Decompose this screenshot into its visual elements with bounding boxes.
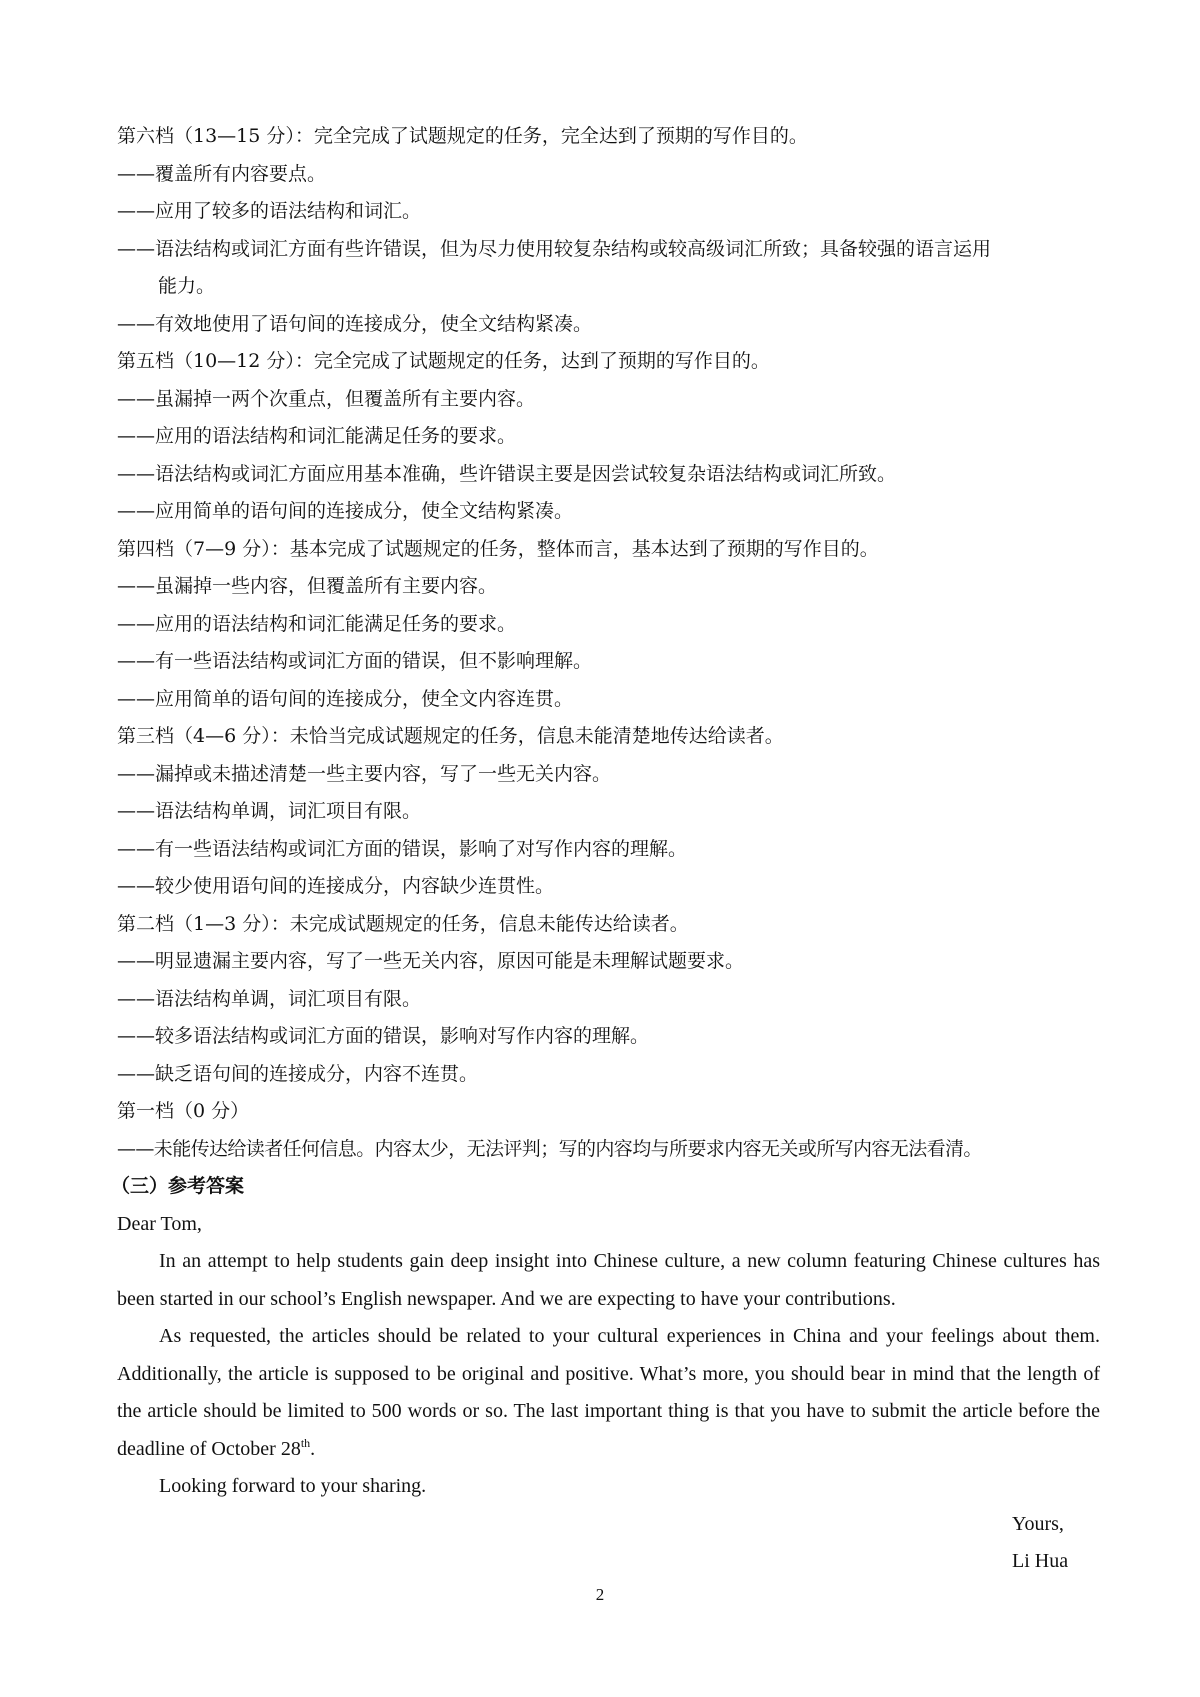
level5-item-2: ——应用的语法结构和词汇能满足任务的要求。 xyxy=(117,425,517,447)
level6-item-1: ——覆盖所有内容要点。 xyxy=(117,162,327,185)
level2-item-2: ——语法结构单调，词汇项目有限。 xyxy=(117,987,422,1010)
level5-item-3: ——语法结构或词汇方面应用基本准确，些许错误主要是因尝试较复杂语法结构或词汇所致。 xyxy=(117,462,897,485)
level4-item-1: ——虽漏掉一些内容，但覆盖所有主要内容。 xyxy=(117,575,498,597)
answer-heading: （三）参考答案 xyxy=(111,1175,245,1197)
level2-title: 第二档（1—3 分）：未完成试题规定的任务，信息未能传达给读者。 xyxy=(117,912,689,935)
letter-paragraph-2 xyxy=(117,1318,1100,1468)
level4-title: 第四档（7—9 分）：基本完成了试题规定的任务，整体而言，基本达到了预期的写作目的。 xyxy=(117,537,879,560)
level6-item-2: ——应用了较多的语法结构和词汇。 xyxy=(117,200,422,222)
level3-item-3: ——有一些语法结构或词汇方面的错误，影响了对写作内容的理解。 xyxy=(117,837,688,860)
level6-item-3: ——语法结构或词汇方面有些许错误，但为尽力使用较复杂结构或较高级词汇所致；具备较强的语言运用 xyxy=(117,237,992,260)
level5-item-4: ——应用简单的语句间的连接成分，使全文结构紧凑。 xyxy=(117,500,574,522)
letter-paragraph-2-end: . xyxy=(310,1437,316,1460)
letter-paragraph-3: Looking forward to your sharing. xyxy=(159,1475,427,1497)
level4-item-2: ——应用的语法结构和词汇能满足任务的要求。 xyxy=(117,612,517,635)
level5-title: 第五档（10—12 分）：完全完成了试题规定的任务，达到了预期的写作目的。 xyxy=(117,350,770,372)
level3-item-2: ——语法结构单调，词汇项目有限。 xyxy=(117,800,422,822)
level6-item-3-continued: 能力。 xyxy=(158,275,216,297)
level4-item-3: ——有一些语法结构或词汇方面的错误，但不影响理解。 xyxy=(117,650,593,672)
letter-signature: Li Hua xyxy=(1012,1550,1069,1572)
level3-item-4: ——较少使用语句间的连接成分，内容缺少连贯性。 xyxy=(117,875,555,897)
letter-closing: Yours, xyxy=(1012,1512,1064,1535)
level6-title: 第六档（13—15 分）：完全完成了试题规定的任务，完全达到了预期的写作目的。 xyxy=(117,125,808,147)
document-page xyxy=(111,118,1100,1581)
ordinal-suffix: th xyxy=(300,1435,311,1450)
level3-item-1: ——漏掉或未描述清楚一些主要内容，写了一些无关内容。 xyxy=(117,762,612,785)
level1-title: 第一档（0 分） xyxy=(117,1100,250,1122)
letter-paragraph-2-text: As requested, the articles should be related to your cultural experiences in China and your feelings about them. Additionally, the article is supposed to be original and positive. What’s more, you should bear in mind that the length of the article should be limited to 500 words or so. The last important thing is that you have to submit the article before the deadline of October 28 xyxy=(117,1325,1100,1460)
level5-item-1: ——虽漏掉一两个次重点，但覆盖所有主要内容。 xyxy=(117,387,536,410)
level3-title: 第三档（4—6 分）：未恰当完成试题规定的任务，信息未能清楚地传达给读者。 xyxy=(117,725,784,747)
level2-item-3: ——较多语法结构或词汇方面的错误，影响对写作内容的理解。 xyxy=(117,1025,650,1047)
level2-item-4: ——缺乏语句间的连接成分，内容不连贯。 xyxy=(117,1062,479,1085)
level1-item-1: ——未能传达给读者任何信息。内容太少，无法评判；写的内容均与所要求内容无关或所写内容无法看清。 xyxy=(117,1137,982,1160)
level6-item-4: ——有效地使用了语句间的连接成分，使全文结构紧凑。 xyxy=(117,312,593,335)
letter-greeting: Dear Tom, xyxy=(117,1212,202,1235)
level4-item-4: ——应用简单的语句间的连接成分，使全文内容连贯。 xyxy=(117,687,574,710)
level2-item-1: ——明显遗漏主要内容，写了一些无关内容，原因可能是未理解试题要求。 xyxy=(117,950,745,972)
page-number: 2 xyxy=(595,1585,605,1604)
letter-paragraph-1: In an attempt to help students gain deep insight into Chinese culture, a new column featuring Chinese cultures has been started in our school’s English newspaper. And we are expecting to have your contributions. xyxy=(117,1250,1100,1310)
